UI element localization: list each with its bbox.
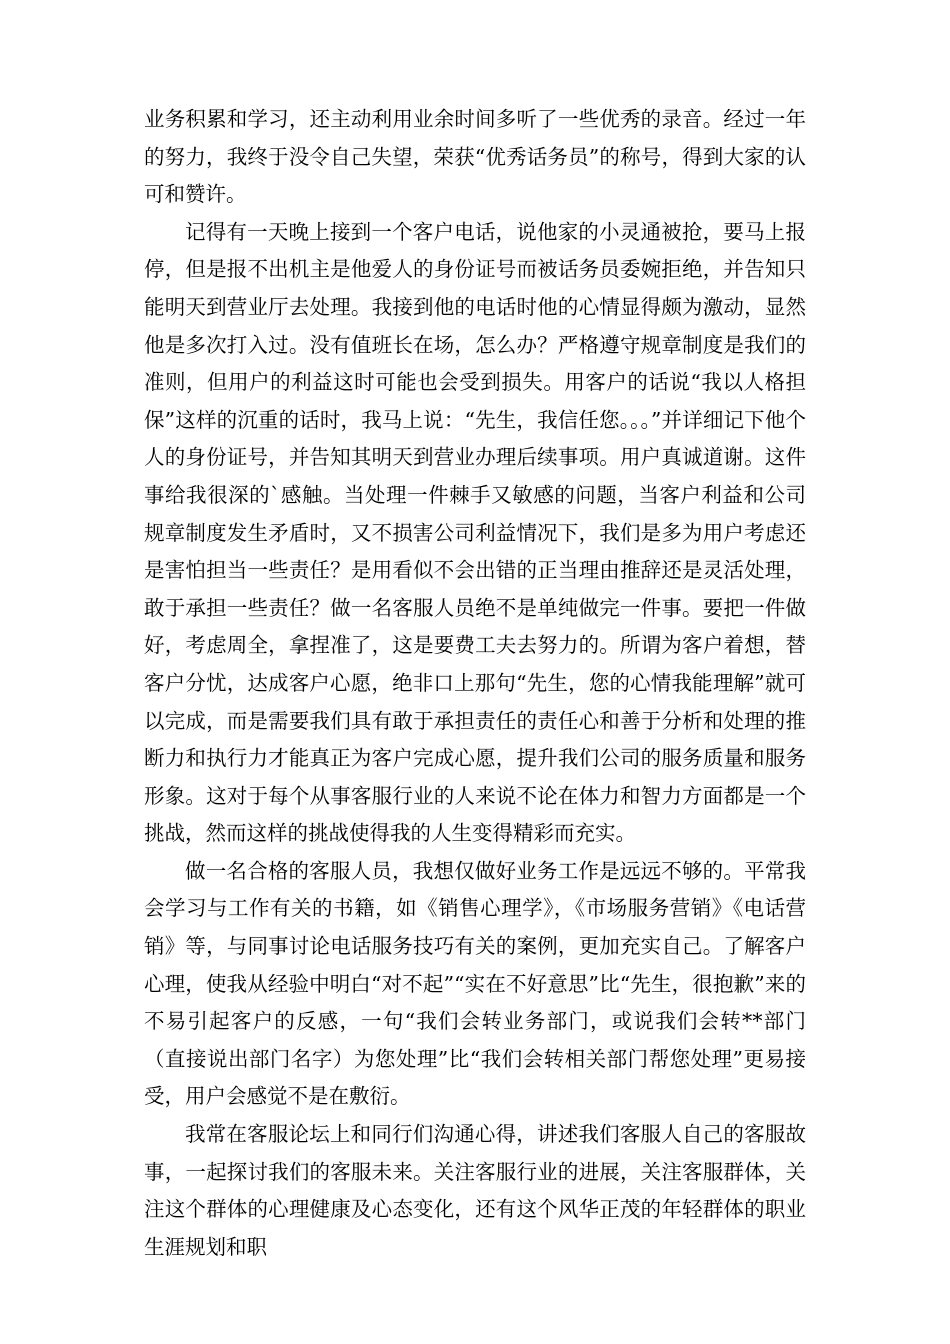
paragraph-2: 记得有一天晚上接到一个客户电话，说他家的小灵通被抢，要马上报停，但是报不出机主是他爱人的身份证号而被话务员委婉拒绝，并告知只能明天到营业厅去处理。我接到他的电话时他的心情显得颇为激动，显然他是多次打入过。没有值班长在场，怎么办？严格遵守规章制度是我们的准则，但用户的利益这时可能也会受到损失。用客户的话说“我以人格担保”这样的沉重的话时，我马上说：“先生，我信任您。。。”并详细记下他个人的身份证号，并告知其明天到营业办理后续事项。用户真诚道谢。这件事给我很深的`感触。当处理一件棘手又敏感的问题，当客户利益和公司规章制度发生矛盾时，又不损害公司利益情况下，我们是多为用户考虑还是害怕担当一些责任？是用看似不会出错的正当理由推辞还是灵活处理，敢于承担一些责任？做一名客服人员绝不是单纯做完一件事。要把一件做好，考虑周全，拿捏准了，这是要费工夫去努力的。所谓为客户着想，替客户分忧，达成客户心愿，绝非口上那句“先生，您的心情我能理解”就可以完成，而是需要我们具有敢于承担责任的责任心和善于分析和处理的推断力和执行力才能真正为客户完成心愿，提升我们公司的服务质量和服务形象。这对于每个从事客服行业的人来说不论在体力和智力方面都是一个挑战，然而这样的挑战使得我的人生变得精彩而充实。 [144, 219, 806, 846]
paragraph-4: 我常在客服论坛上和同行们沟通心得，讲述我们客服人自己的客服故事，一起探讨我们的客服未来。关注客服行业的进展，关注客服群体，关注这个群体的心理健康及心态变化，还有这个风华正茂的年轻群体的职业生涯规划和职 [144, 1122, 806, 1259]
paragraph-1: 业务积累和学习，还主动利用业余时间多听了一些优秀的录音。经过一年的努力，我终于没令自己失望，荣获“优秀话务员”的称号，得到大家的认可和赞许。 [144, 107, 806, 207]
paragraph-3: 做一名合格的客服人员，我想仅做好业务工作是远远不够的。平常我会学习与工作有关的书籍，如《销售心理学》，《市场服务营销》《电话营销》等，与同事讨论电话服务技巧有关的案例，更加充实自己。了解客户心理，使我从经验中明白“对不起”“实在不好意思”比“先生，很抱歉”来的不易引起客户的反感，一句“我们会转业务部门，或说我们会转**部门（直接说出部门名字）为您处理”比“我们会转相关部门帮您处理”更易接受，用户会感觉不是在敷衍。 [144, 858, 806, 1109]
document-page [144, 101, 806, 1266]
